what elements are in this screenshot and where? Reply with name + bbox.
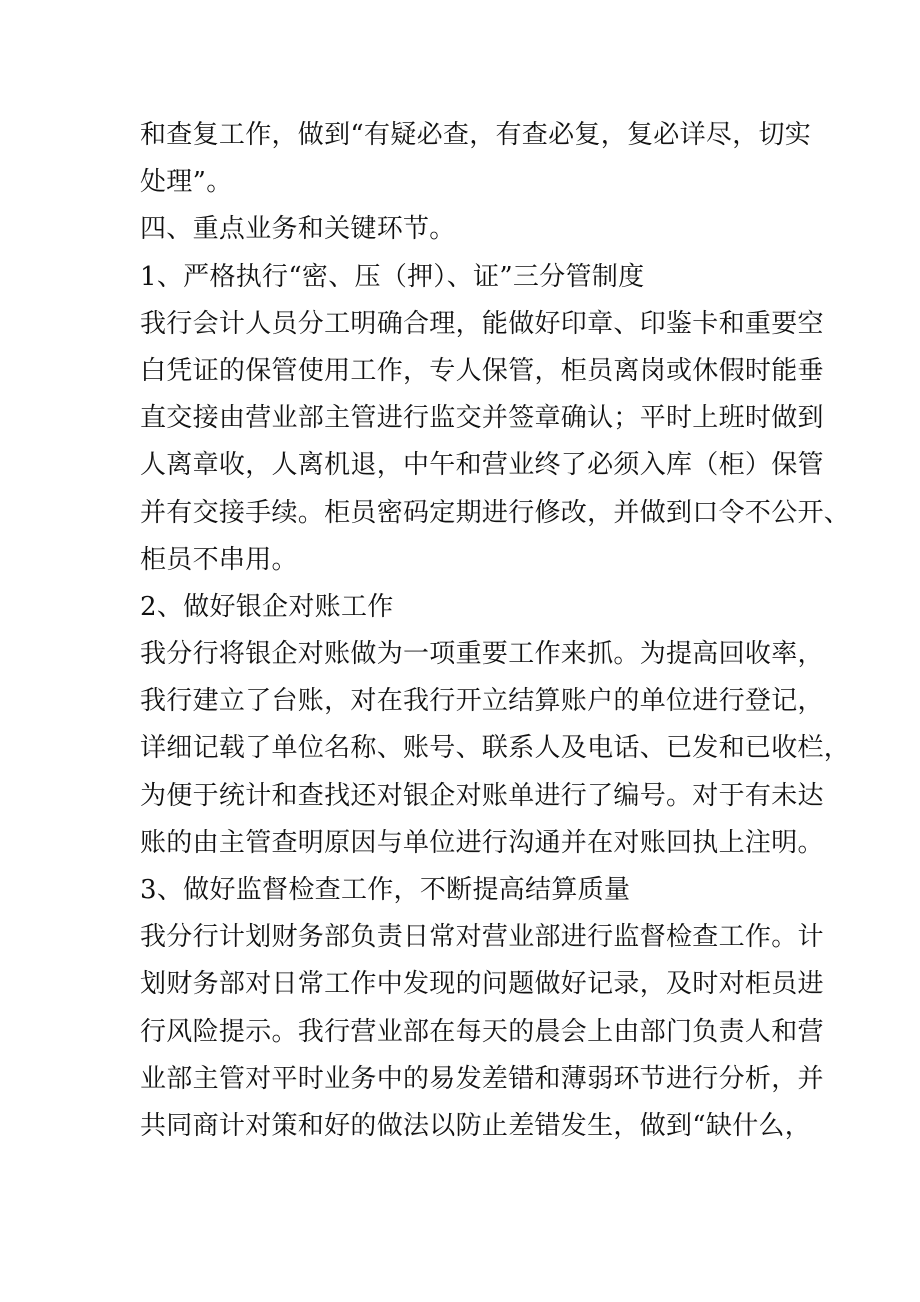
text-line: 我分行计划财务部负责日常对营业部进行监督检查工作。计 (140, 922, 824, 953)
subsection-heading: 2、做好银企对账工作 (140, 591, 394, 622)
text-line: 账的由主管查明原因与单位进行沟通并在对账回执上注明。 (140, 827, 824, 858)
subsection-heading: 3、做好监督检查工作，不断提高结算质量 (140, 875, 631, 905)
text-line: 我行建立了台账，对在我行开立结算账户的单位进行登记， (140, 686, 824, 717)
text-line: 为便于统计和查找还对银企对账单进行了编号。对于有未达 (140, 780, 824, 811)
document-body (140, 112, 851, 1150)
text-line: 划财务部对日常工作中发现的问题做好记录，及时对柜员进 (140, 969, 824, 1000)
text-line: 处理”。 (140, 167, 233, 198)
text-line: 并有交接手续。柜员密码定期进行修改，并做到口令不公开、 (140, 497, 851, 528)
text-line: 我行会计人员分工明确合理，能做好印章、印鉴卡和重要空 (140, 308, 824, 339)
text-line: 行风险提示。我行营业部在每天的晨会上由部门负责人和营 (140, 1016, 824, 1047)
text-line: 详细记载了单位名称、账号、联系人及电话、已发和已收栏， (140, 733, 851, 764)
text-line: 我分行将银企对账做为一项重要工作来抓。为提高回收率， (140, 639, 824, 670)
text-line: 共同商计对策和好的做法以防止差错发生，做到“缺什么， (140, 1110, 812, 1141)
text-line: 业部主管对平时业务中的易发差错和薄弱环节进行分析，并 (140, 1063, 824, 1094)
text-line: 柜员不串用。 (140, 544, 298, 575)
text-line: 白凭证的保管使用工作，专人保管，柜员离岗或休假时能垂 (140, 355, 824, 386)
text-line: 和查复工作，做到“有疑必查，有查必复，复必详尽，切实 (140, 120, 812, 150)
text-line: 直交接由营业部主管进行监交并签章确认；平时上班时做到 (140, 403, 824, 434)
section-heading: 四、重点业务和关键环节。 (140, 214, 456, 245)
subsection-heading: 1、严格执行“密、压（押）、证”三分管制度 (140, 261, 645, 292)
text-line: 人离章收，人离机退，中午和营业终了必须入库（柜）保管 (140, 450, 824, 481)
